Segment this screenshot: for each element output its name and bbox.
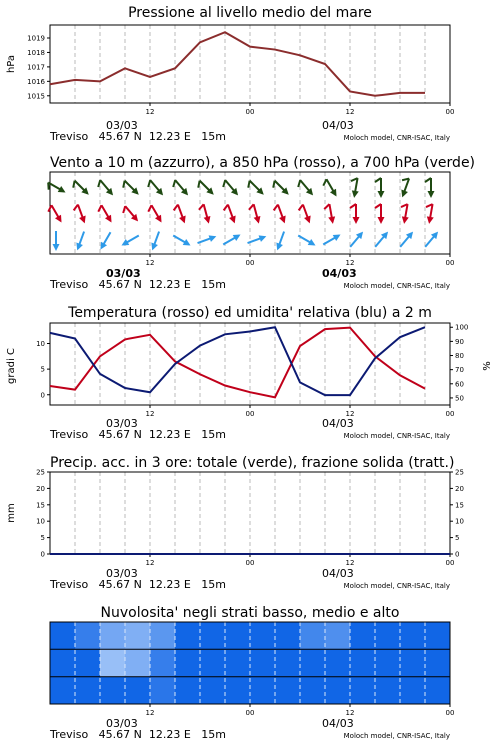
- cloud-cell: [50, 649, 76, 676]
- wind-arrow: [398, 229, 416, 249]
- pressure-site-info: Treviso 45.67 N 12.23 E 15m: [50, 130, 227, 143]
- temperature-ylabel: gradi C: [6, 348, 17, 384]
- humidity-series-line: [50, 327, 425, 395]
- precip-site-info: Treviso 45.67 N 12.23 E 15m: [50, 578, 227, 591]
- y-tick-label: 15: [36, 501, 45, 510]
- y-tick-label: 1015: [27, 92, 45, 101]
- wind-date-1: 03/03: [106, 267, 141, 280]
- cloud-cell: [75, 649, 101, 676]
- pressure-series-line: [50, 32, 425, 96]
- y-tick-label: 25: [455, 468, 464, 477]
- wind-arrow: [74, 230, 87, 251]
- cloud-cell: [125, 649, 151, 676]
- wind-arrow-head: [97, 242, 107, 252]
- cloud-cell: [375, 622, 401, 649]
- x-tick-label: 00: [245, 559, 255, 567]
- wind-arrow: [397, 176, 413, 198]
- wind-arrow: [121, 204, 141, 225]
- cloud-cell: [400, 677, 426, 704]
- x-tick-label: 00: [445, 410, 455, 418]
- cloud-cell: [300, 649, 326, 676]
- wind-arrow: [171, 232, 192, 248]
- cloud-cell: [175, 649, 201, 676]
- cloud-cell: [225, 677, 251, 704]
- y-tick-label: 20: [36, 484, 45, 493]
- precip-panel: [0, 450, 500, 600]
- y-tick-label: 90: [455, 337, 464, 346]
- cloud-cell: [125, 622, 151, 649]
- wind-arrow: [270, 178, 291, 199]
- y-tick-label: 1017: [27, 63, 45, 72]
- cloud-cell: [150, 649, 176, 676]
- wind-arrow: [96, 178, 116, 199]
- y-tick-label: 10: [36, 517, 45, 526]
- x-tick-label: 12: [145, 259, 155, 267]
- cloud-cell: [200, 677, 226, 704]
- x-tick-label: 00: [445, 108, 455, 116]
- cloud-cell: [300, 622, 326, 649]
- x-tick-label: 00: [245, 709, 255, 717]
- wind-arrow: [171, 178, 191, 199]
- wind-arrow-head: [351, 190, 359, 198]
- cloud-panel: [0, 600, 500, 750]
- cloud-cell: [275, 622, 301, 649]
- wind-arrow-head: [308, 239, 318, 249]
- x-tick-label: 12: [145, 410, 155, 418]
- cloud-cell: [350, 622, 376, 649]
- y-tick-label: 100: [455, 323, 469, 332]
- wind-arrow-head: [401, 216, 409, 224]
- cloud-cell: [225, 622, 251, 649]
- cloud-cell: [350, 677, 376, 704]
- x-tick-label: 00: [445, 259, 455, 267]
- wind-arrow: [274, 230, 287, 251]
- cloud-cell: [125, 677, 151, 704]
- cloud-cell: [50, 622, 76, 649]
- cloud-cell: [200, 622, 226, 649]
- wind-arrow-head: [209, 233, 218, 242]
- pressure-date-2: 04/03: [322, 119, 354, 132]
- cloud-cell: [425, 677, 451, 704]
- pressure-credit: Moloch model, CNR-ISAC, Italy: [343, 134, 450, 142]
- cloud-cell: [75, 677, 101, 704]
- wind-arrow-head: [378, 217, 385, 224]
- cloud-cell: [300, 677, 326, 704]
- wind-arrow-head: [330, 189, 340, 199]
- cloud-cell: [375, 649, 401, 676]
- wind-arrow: [375, 204, 385, 224]
- cloud-cell: [150, 622, 176, 649]
- wind-arrow-head: [353, 217, 360, 224]
- humidity-ylabel: %: [482, 361, 493, 371]
- cloud-title: Nuvolosita' negli strati basso, medio e alto: [100, 605, 400, 621]
- temperature-title: Temperatura (rosso) ed umidita' relativa (blu) a 2 m: [68, 305, 432, 321]
- temperature-series-line: [50, 328, 425, 398]
- wind-arrow: [97, 230, 113, 251]
- wind-arrow-head: [428, 191, 435, 198]
- wind-arrow: [146, 178, 166, 199]
- cloud-date-2: 04/03: [322, 717, 354, 730]
- x-tick-label: 00: [445, 709, 455, 717]
- y-tick-label: 5: [40, 534, 45, 543]
- cloud-cell: [75, 622, 101, 649]
- cloud-cell: [375, 677, 401, 704]
- cloud-cell: [175, 622, 201, 649]
- cloud-cell: [100, 622, 126, 649]
- wind-arrow: [45, 179, 67, 197]
- x-tick-label: 12: [345, 259, 355, 267]
- cloud-credit: Moloch model, CNR-ISAC, Italy: [343, 732, 450, 740]
- wind-arrow: [321, 177, 339, 199]
- wind-arrow-head: [179, 216, 188, 225]
- wind-arrow: [348, 229, 366, 249]
- pressure-ylabel: hPa: [6, 54, 17, 74]
- cloud-cell: [200, 649, 226, 676]
- wind-arrow: [195, 178, 216, 199]
- wind-credit: Moloch model, CNR-ISAC, Italy: [343, 282, 450, 290]
- wind-arrow: [96, 203, 114, 225]
- wind-arrow: [149, 230, 162, 251]
- y-tick-label: 10: [455, 517, 464, 526]
- y-tick-label: 0: [40, 391, 45, 400]
- y-tick-label: 5: [40, 365, 45, 374]
- x-tick-label: 00: [245, 259, 255, 267]
- y-tick-label: 0: [455, 550, 460, 559]
- cloud-site-info: Treviso 45.67 N 12.23 E 15m: [50, 728, 227, 741]
- temperature-credit: Moloch model, CNR-ISAC, Italy: [343, 432, 450, 440]
- x-tick-label: 00: [245, 410, 255, 418]
- y-tick-label: 70: [455, 366, 464, 375]
- y-tick-label: 60: [455, 380, 464, 389]
- wind-date-2: 04/03: [322, 267, 357, 280]
- precip-date-2: 04/03: [322, 567, 354, 580]
- cloud-cell: [350, 649, 376, 676]
- cloud-cell: [150, 677, 176, 704]
- x-tick-label: 12: [345, 559, 355, 567]
- cloud-cell: [175, 677, 201, 704]
- y-tick-label: 0: [40, 550, 45, 559]
- cloud-cell: [400, 649, 426, 676]
- cloud-cell: [225, 649, 251, 676]
- wind-arrow-head: [229, 216, 238, 225]
- cloud-cell: [250, 677, 276, 704]
- cloud-cell: [400, 622, 426, 649]
- y-tick-label: 80: [455, 352, 464, 361]
- wind-arrow-head: [155, 215, 165, 225]
- wind-chart: [0, 150, 500, 290]
- precip-credit: Moloch model, CNR-ISAC, Italy: [343, 582, 450, 590]
- temperature-site-info: Treviso 45.67 N 12.23 E 15m: [50, 428, 227, 441]
- wind-arrow: [221, 178, 241, 199]
- cloud-cell: [325, 649, 351, 676]
- wind-arrow: [296, 232, 317, 248]
- wind-arrow-head: [259, 233, 268, 242]
- temperature-date-2: 04/03: [322, 417, 354, 430]
- pressure-chart: [0, 0, 500, 150]
- cloud-cell: [325, 677, 351, 704]
- cloud-cell: [100, 649, 126, 676]
- y-tick-label: 10: [36, 340, 45, 348]
- cloud-cell: [425, 649, 451, 676]
- wind-arrow: [296, 178, 316, 199]
- wind-arrow: [373, 229, 391, 249]
- x-tick-label: 12: [145, 559, 155, 567]
- wind-arrow-head: [53, 244, 60, 251]
- wind-arrow: [425, 178, 435, 198]
- pressure-title: Pressione al livello medio del mare: [128, 5, 372, 21]
- wind-arrow-head: [233, 231, 243, 241]
- wind-arrow-head: [58, 186, 68, 196]
- wind-arrow-head: [79, 216, 88, 225]
- wind-arrow: [146, 203, 164, 225]
- temperature-panel: [0, 300, 500, 450]
- wind-arrow-head: [378, 191, 385, 198]
- y-tick-label: 50: [455, 394, 464, 403]
- wind-arrow: [70, 178, 91, 199]
- x-tick-label: 12: [345, 108, 355, 116]
- wind-arrow-head: [55, 215, 65, 225]
- cloud-cell: [325, 622, 351, 649]
- x-tick-label: 12: [145, 108, 155, 116]
- wind-arrow: [53, 231, 60, 251]
- wind-arrow-head: [279, 216, 288, 225]
- wind-arrow: [120, 232, 141, 248]
- pressure-date-1: 03/03: [106, 119, 138, 132]
- precip-date-1: 03/03: [106, 567, 138, 580]
- y-tick-label: 1019: [27, 34, 45, 43]
- wind-site-info: Treviso 45.67 N 12.23 E 15m: [50, 278, 227, 291]
- wind-arrow-head: [183, 239, 193, 249]
- cloud-cell: [250, 649, 276, 676]
- cloud-cell: [275, 649, 301, 676]
- wind-arrow-head: [254, 216, 263, 225]
- wind-arrow: [375, 178, 385, 198]
- wind-arrow: [350, 204, 360, 224]
- temperature-date-1: 03/03: [106, 417, 138, 430]
- precip-ylabel: mm: [6, 503, 17, 523]
- wind-arrow: [245, 178, 266, 199]
- x-tick-label: 12: [345, 709, 355, 717]
- cloud-cell: [275, 677, 301, 704]
- wind-arrow: [120, 178, 141, 199]
- y-tick-label: 15: [455, 501, 464, 510]
- wind-arrow: [423, 229, 441, 249]
- y-tick-label: 1016: [27, 77, 45, 86]
- wind-arrow-head: [328, 216, 336, 224]
- wind-arrow-head: [120, 239, 130, 249]
- y-tick-label: 25: [36, 468, 45, 477]
- cloud-cell: [100, 677, 126, 704]
- x-tick-label: 12: [345, 410, 355, 418]
- precip-title: Precip. acc. in 3 ore: totale (verde), frazione solida (tratt.): [50, 455, 455, 471]
- wind-arrow-head: [204, 216, 213, 225]
- x-tick-label: 00: [445, 559, 455, 567]
- wind-arrow-head: [105, 215, 115, 225]
- cloud-cell: [50, 677, 76, 704]
- pressure-panel: [0, 0, 500, 150]
- cloud-cell: [425, 622, 451, 649]
- cloud-date-1: 03/03: [106, 717, 138, 730]
- wind-arrow-head: [304, 216, 313, 225]
- wind-panel: [0, 150, 500, 290]
- x-tick-label: 00: [245, 108, 255, 116]
- precip-frame: [50, 472, 450, 554]
- y-tick-label: 20: [455, 484, 464, 493]
- x-tick-label: 12: [145, 709, 155, 717]
- wind-arrow: [46, 203, 64, 225]
- wind-arrow-head: [426, 216, 434, 224]
- wind-title: Vento a 10 m (azzurro), a 850 hPa (rosso), a 700 hPa (verde): [50, 155, 476, 171]
- y-tick-label: 5: [455, 534, 460, 543]
- y-tick-label: 1018: [27, 48, 45, 57]
- wind-arrow-head: [333, 231, 343, 241]
- cloud-cell: [250, 622, 276, 649]
